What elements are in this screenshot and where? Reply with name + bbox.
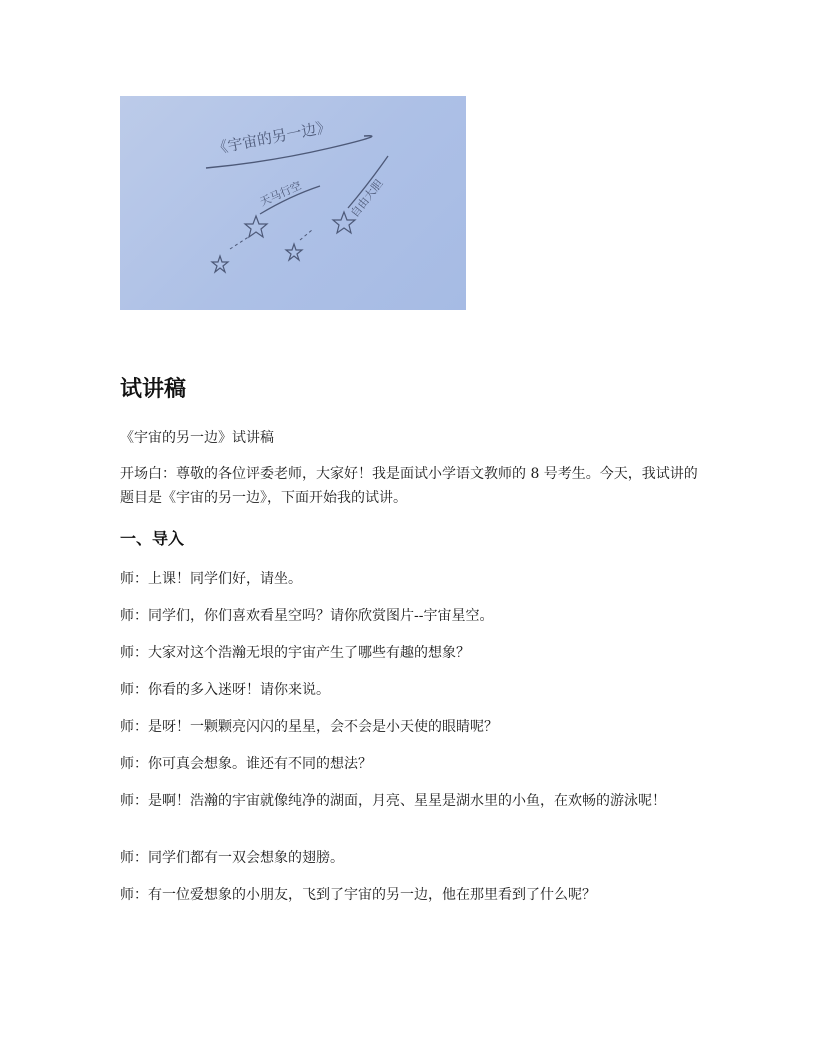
document-subtitle: 《宇宙的另一边》试讲稿 (120, 430, 274, 446)
section-heading-intro: 一、导入 (120, 529, 185, 548)
dialogue-line: 师：你可真会想象。谁还有不同的想法？ (120, 756, 372, 772)
sketch-label-left: 天马行空 (257, 178, 304, 209)
dialogue-line: 师：是呀！一颗颗亮闪闪的星星，会不会是小天使的眼睛呢？ (120, 719, 498, 735)
opening-paragraph: 开场白：尊敬的各位评委老师，大家好！我是面试小学语文教师的 8 号考生。今天，我试讲的题目是《宇宙的另一边》，下面开始我的试讲。 (120, 466, 698, 506)
dialogue-line: 师：上课！同学们好，请坐。 (120, 571, 302, 587)
dialogue-line: 师：是啊！浩瀚的宇宙就像纯净的湖面，月亮、星星是湖水里的小鱼，在欢畅的游泳呢！ (120, 793, 666, 809)
star-mark-2 (212, 256, 228, 272)
page-title: 试讲稿 (120, 377, 187, 402)
dialogue-line: 师：有一位爱想象的小朋友，飞到了宇宙的另一边，他在那里看到了什么呢？ (120, 887, 596, 903)
dialogue-line: 师：大家对这个浩瀚无垠的宇宙产生了哪些有趣的想象？ (120, 645, 470, 661)
dialogue-line: 师：同学们，你们喜欢看星空吗？请你欣赏图片--宇宙星空。 (120, 608, 494, 624)
star-mark-1 (245, 216, 267, 237)
star-mark-3 (286, 244, 302, 260)
sketch-label-right: 自由大胆 (348, 177, 386, 220)
blackboard-sketch-image (120, 96, 466, 310)
dialogue-line: 师：同学们都有一双会想象的翅膀。 (120, 850, 344, 866)
blackboard-sketch-drawing (120, 96, 466, 310)
sketch-title: 《宇宙的另一边》 (211, 117, 333, 158)
dialogue-line: 师：你看的多入迷呀！请你来说。 (120, 682, 330, 698)
